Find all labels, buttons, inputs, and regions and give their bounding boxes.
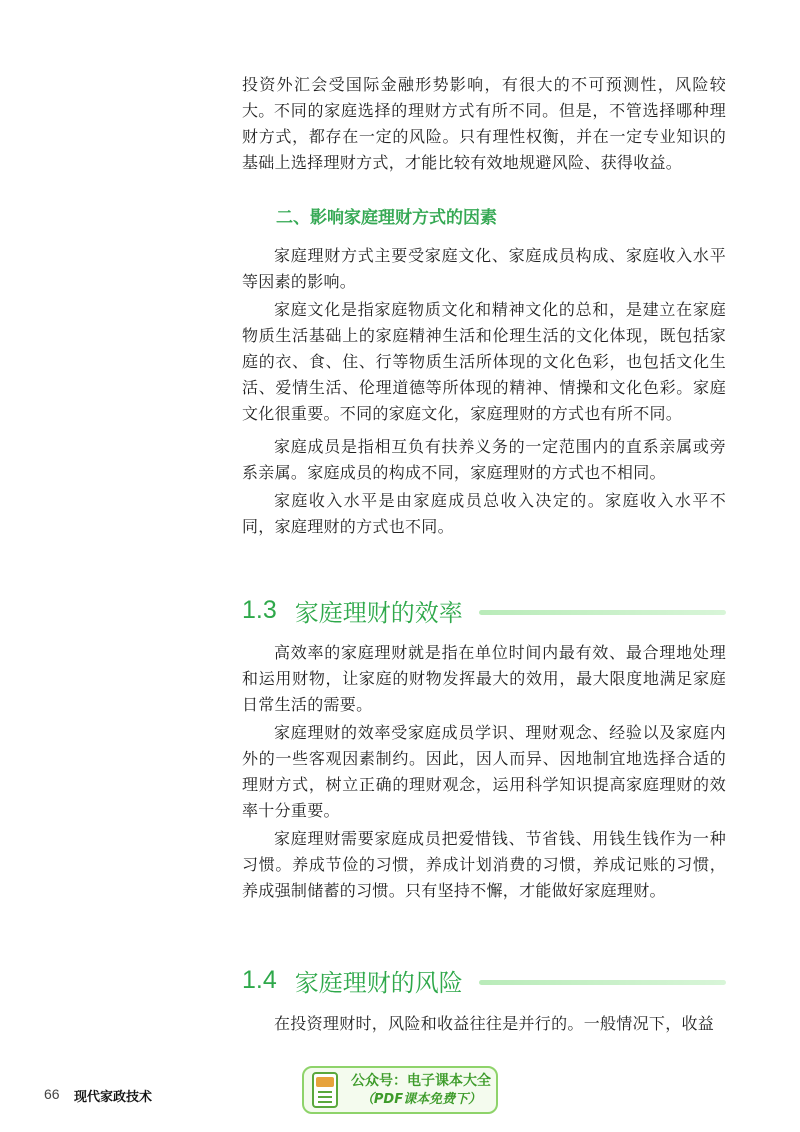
paragraph-risk-return: 在投资理财时，风险和收益往往是并行的。一般情况下，收益 <box>274 1014 715 1033</box>
watermark-badge <box>302 1066 498 1114</box>
paragraph-family-members: 家庭成员是指相互负有扶养义务的一定范围内的直系亲属或旁系亲属。家庭成员的构成不同，家庭理财的方式也不相同。 <box>242 437 726 482</box>
section-title: 家庭理财的风险 <box>294 968 463 997</box>
badge-line-account: 公众号：电子课本大全 <box>351 1073 491 1089</box>
paragraph-efficiency-factors: 家庭理财的效率受家庭成员学识、理财观念、经验以及家庭内外的一些客观因素制约。因此，因人而异、因地制宜地选择合适的理财方式，树立正确的理财观念，运用科学知识提高家庭理财的效率十分重要。 <box>242 723 726 820</box>
paragraph-foreign-exchange: 投资外汇会受国际金融形势影响，有很大的不可预测性，风险较大。 <box>242 75 726 120</box>
section-heading-1-3 <box>242 592 726 628</box>
paragraph-risk-choice: 不同的家庭选择的理财方式有所不同。但是，不管选择哪种理财方式，都存在一定的风险。只有理性权衡，并在一定专业知识的基础上选择理财方式，才能比较有效地规避风险、获得收益。 <box>242 101 726 172</box>
section-rule <box>479 980 726 985</box>
section-number: 1.3 <box>242 595 277 624</box>
paragraph-factors-intro: 家庭理财方式主要受家庭文化、家庭成员构成、家庭收入水平等因素的影响。 <box>242 246 726 291</box>
section-title: 家庭理财的效率 <box>294 598 463 627</box>
page-number: 66 <box>44 1086 60 1102</box>
section-heading-1-4 <box>242 962 726 998</box>
paragraph-family-income: 家庭收入水平是由家庭成员总收入决定的。家庭收入水平不同，家庭理财的方式也不同。 <box>242 491 726 536</box>
paragraph-efficiency-definition: 高效率的家庭理财就是指在单位时间内最有效、最合理地处理和运用财物，让家庭的财物发挥最大的效用，最大限度地满足家庭日常生活的需要。 <box>242 643 726 714</box>
subsection-title: 二、影响家庭理财方式的因素 <box>276 208 497 228</box>
textbook-icon <box>312 1072 338 1108</box>
badge-line-pdf: （PDF课本免费下） <box>360 1092 482 1107</box>
book-title: 现代家政技术 <box>74 1090 153 1105</box>
paragraph-efficiency-habits: 家庭理财需要家庭成员把爱惜钱、节省钱、用钱生钱作为一种习惯。养成节俭的习惯，养成计划消费的习惯，养成记账的习惯，养成强制储蓄的习惯。只有坚持不懈，才能做好家庭理财。 <box>242 829 726 900</box>
section-number: 1.4 <box>242 965 277 994</box>
paragraph-family-culture: 家庭文化是指家庭物质文化和精神文化的总和，是建立在家庭物质生活基础上的家庭精神生活和伦理生活的文化体现，既包括家庭的衣、食、住、行等物质生活所体现的文化色彩，也包括文化生活、爱情生活、伦理道德等所体现的精神、情操和文化色彩。家庭文化很重要。不同的家庭文化，家庭理财的方式也有所不同。 <box>242 300 726 423</box>
section-rule <box>479 610 726 615</box>
